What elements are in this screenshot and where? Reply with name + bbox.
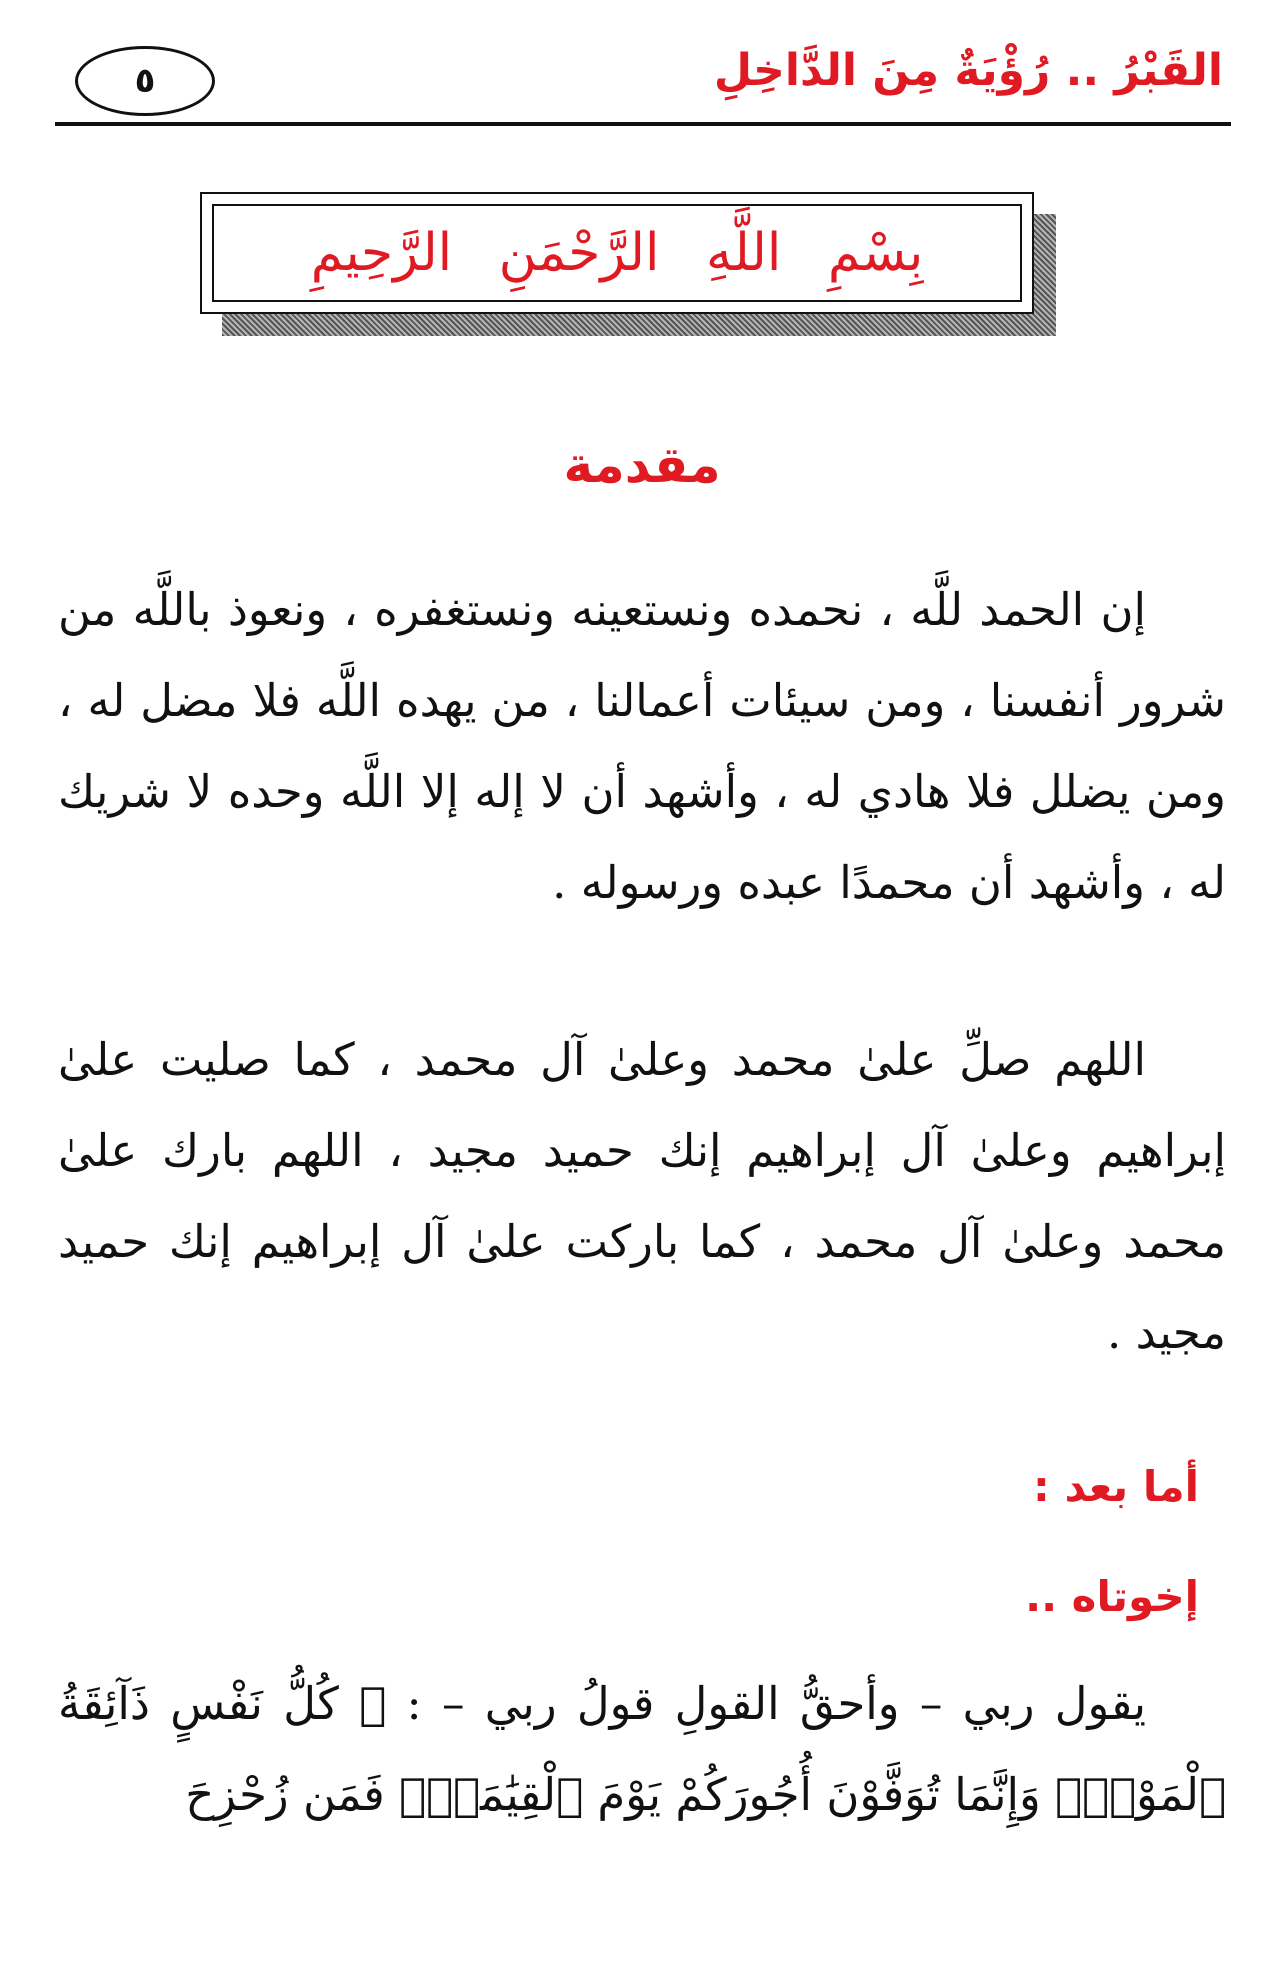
basmala-text: بِسْمِ اللَّهِ الرَّحْمَنِ الرَّحِيمِ xyxy=(310,223,924,283)
page-number: ٥ xyxy=(75,46,215,116)
running-title: القَبْرُ .. رُؤْيَةٌ مِنَ الدَّاخِلِ xyxy=(713,45,1223,96)
paragraph-2 xyxy=(58,1014,1226,1378)
paragraph-2-text: اللهم صلِّ علىٰ محمد وعلىٰ آل محمد ، كما صليت علىٰ إبراهيم وعلىٰ آل إبراهيم إنك حميد مجيد ، اللهم بارك علىٰ محمد وعلىٰ آل محمد ، كما باركت علىٰ آل إبراهيم إنك حميد مجيد . xyxy=(58,1033,1226,1359)
section-title: مقدمة xyxy=(563,436,721,494)
ikhwatah-label: إخوتاه .. xyxy=(1025,1572,1199,1621)
header-rule xyxy=(55,122,1231,126)
quran-ayah: ﴿ كُلُّ نَفْسٍ ذَآئِقَةُ ٱلْمَوْتِۗ وَإِنَّمَا تُوَفَّوْنَ أُجُورَكُمْ يَوْمَ ٱلْقِيَٰمَةِۖ فَمَن زُحْزِحَ xyxy=(58,1677,1226,1821)
quote-paragraph xyxy=(58,1658,1226,1840)
paragraph-1 xyxy=(58,564,1226,928)
basmala-inner-border xyxy=(212,204,1022,302)
paragraph-1-text: إن الحمد للَّه ، نحمده ونستعينه ونستغفره ، ونعوذ باللَّه من شرور أنفسنا ، ومن سيئات أعمالنا ، من يهده اللَّه فلا مضل له ، ومن يضلل فلا هادي له ، وأشهد أن لا إله إلا اللَّه وحده لا شريك له ، وأشهد أن محمدًا عبده ورسوله . xyxy=(58,583,1226,909)
amma-baad-label: أما بعد : xyxy=(1033,1462,1199,1511)
basmala-box xyxy=(200,192,1034,314)
page-header xyxy=(55,40,1231,126)
quote-intro: يقول ربي – وأحقُّ القولِ قولُ ربي – : xyxy=(386,1677,1146,1730)
basmala-frame xyxy=(200,192,1056,336)
